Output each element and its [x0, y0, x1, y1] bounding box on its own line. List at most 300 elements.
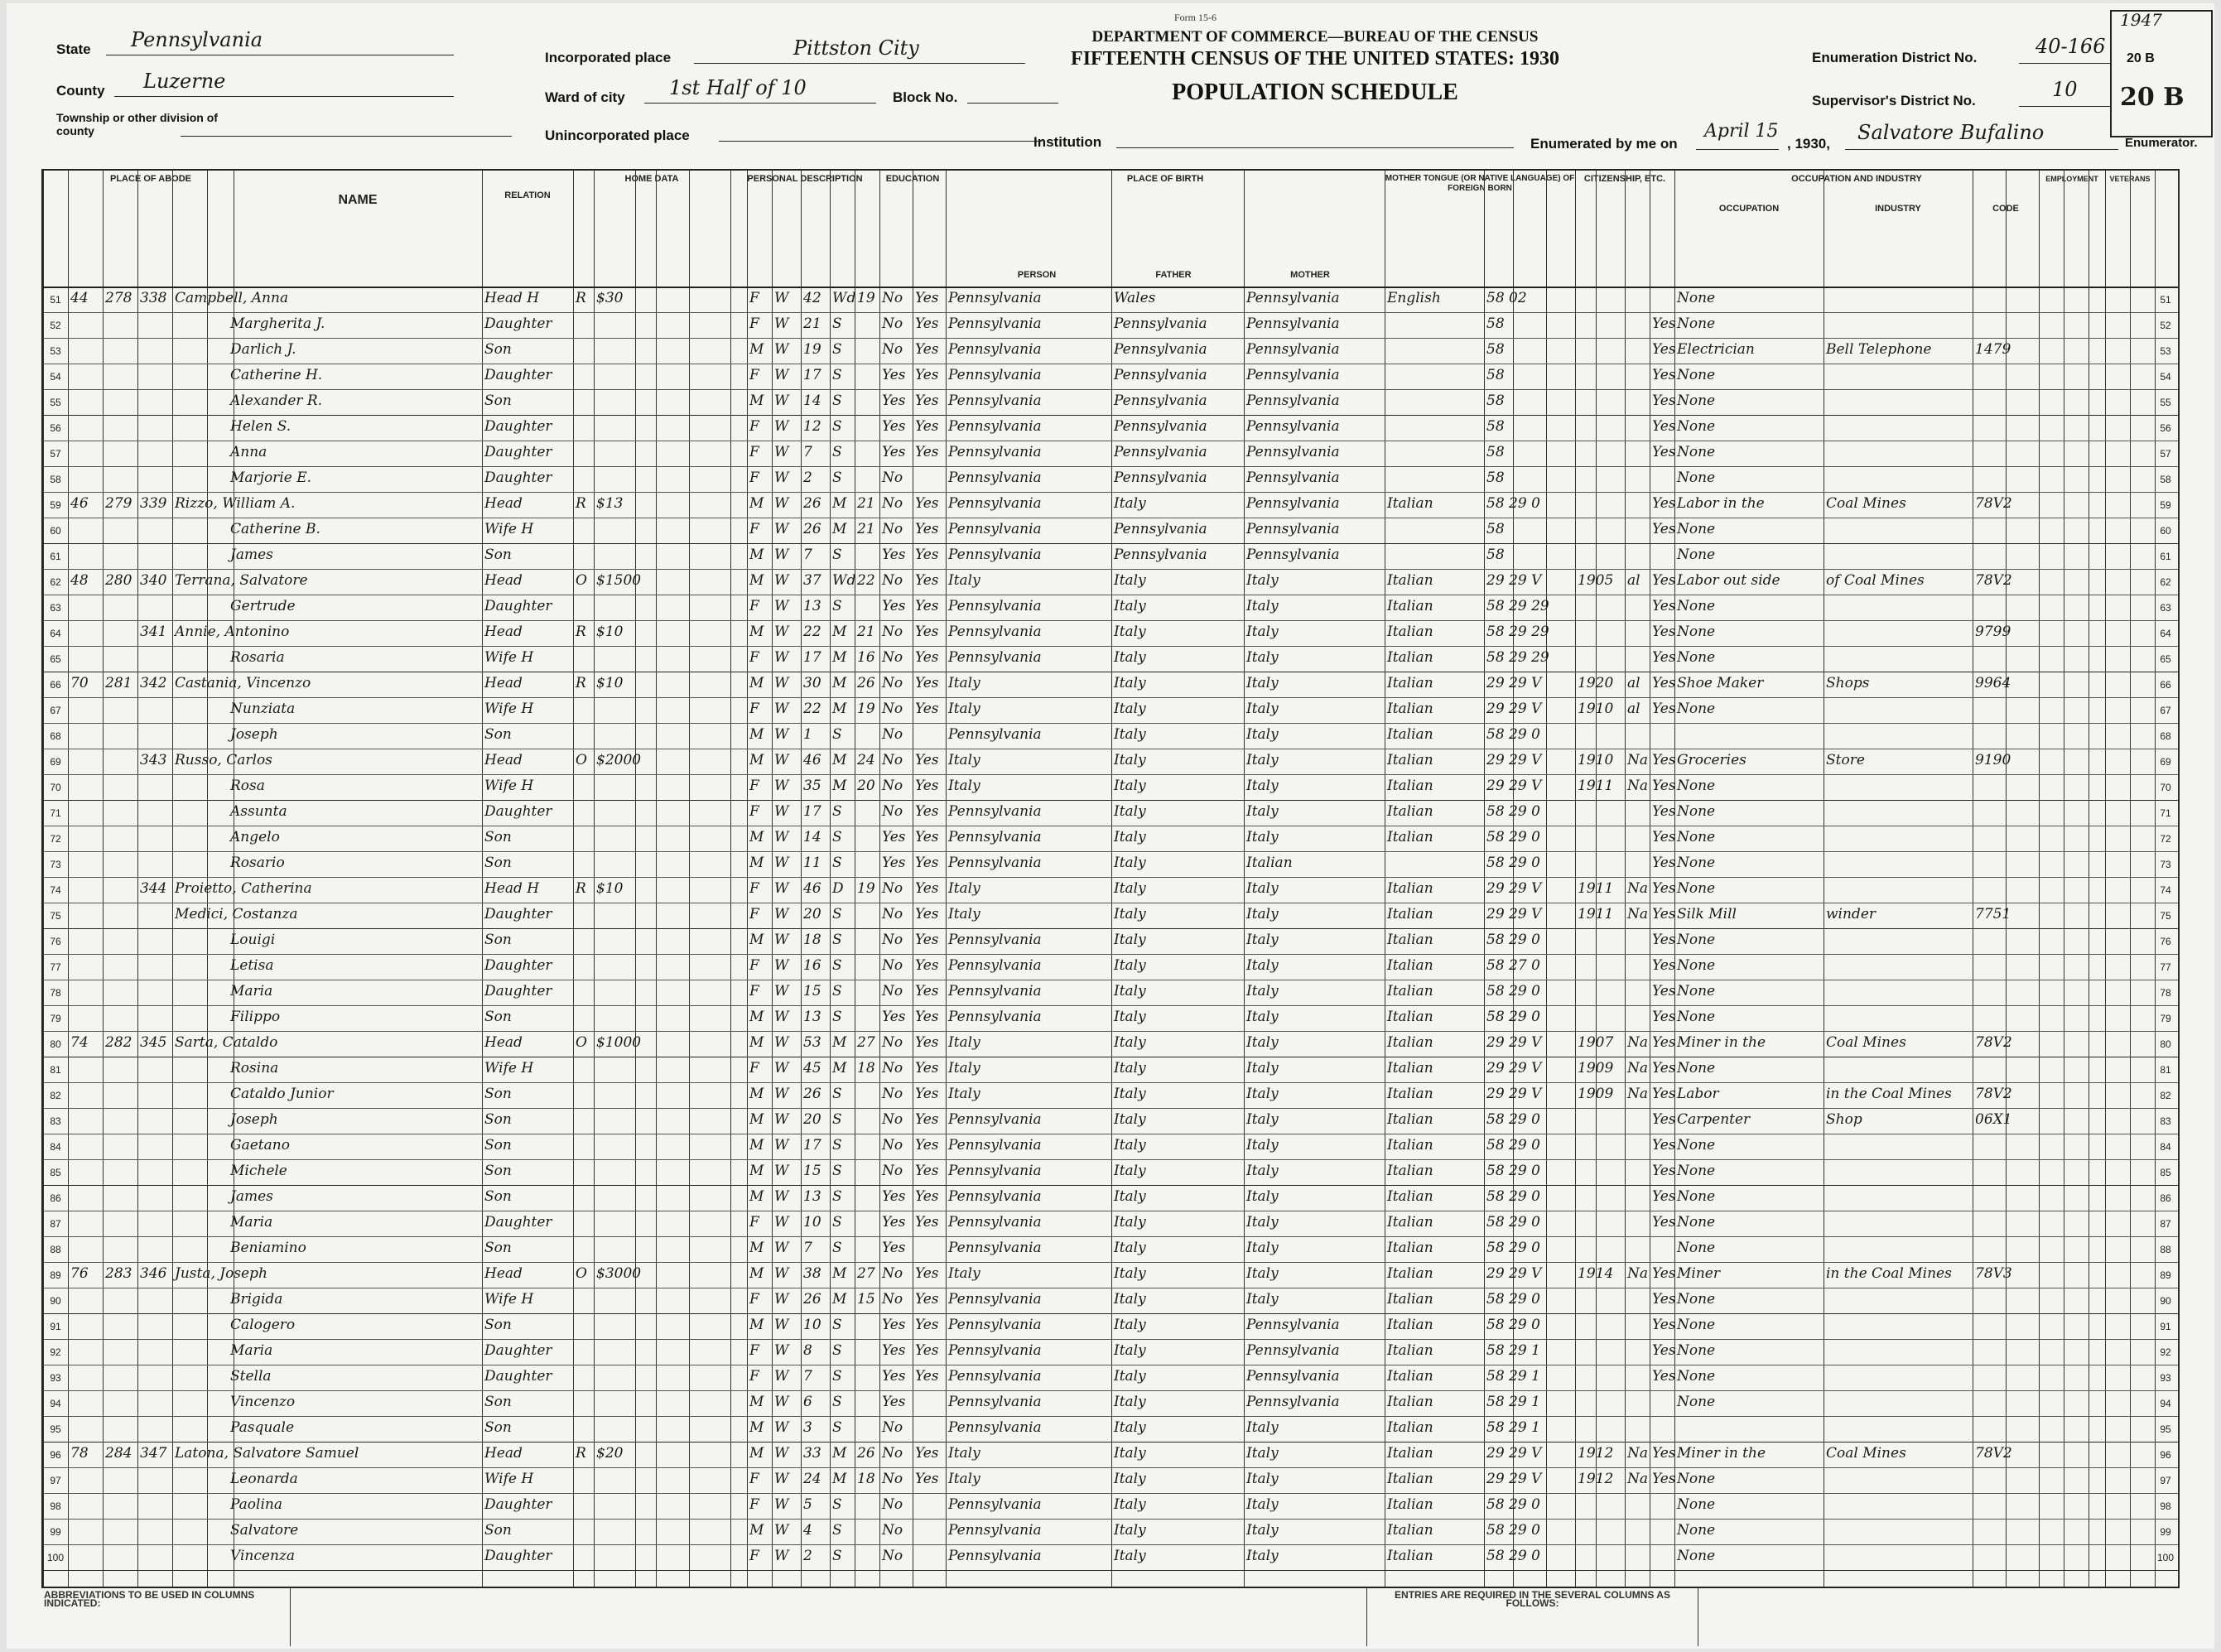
cell-read: Yes	[915, 649, 939, 666]
cell-code: 29 29 V	[1486, 701, 1542, 717]
cell-relation: Son	[484, 1240, 512, 1256]
cell-code: 29 29 V	[1486, 880, 1542, 897]
cell-father: Pennsylvania	[1114, 315, 1207, 332]
state-value: Pennsylvania	[131, 28, 263, 51]
cell-father: Italy	[1114, 1111, 1146, 1128]
cell-code: 58 29 0	[1486, 1522, 1540, 1539]
cell-code: 58 29 0	[1486, 1214, 1540, 1231]
cell-mother: Italy	[1246, 1163, 1279, 1179]
cell-family: 343	[140, 752, 167, 768]
cell-sex: F	[749, 367, 759, 383]
cell-occupation: None	[1677, 521, 1716, 537]
cell-father: Pennsylvania	[1114, 341, 1207, 358]
cell-family: 340	[140, 572, 167, 589]
cell-tongue: Italian	[1387, 778, 1433, 794]
cell-tongue: Italian	[1387, 880, 1433, 897]
cell-read: Yes	[915, 675, 939, 691]
cell-age: 13	[803, 1009, 821, 1025]
table-row	[43, 646, 2178, 672]
cell-occupation: None	[1677, 1163, 1716, 1179]
cell-relation: Son	[484, 855, 512, 871]
cell-race: W	[774, 1548, 789, 1564]
line-number: 95	[50, 1423, 61, 1435]
cell-first-marr: 21	[857, 624, 875, 640]
cell-sex: M	[749, 1317, 764, 1333]
cell-first-marr: 19	[857, 290, 875, 306]
cell-occupation: None	[1677, 444, 1716, 460]
cell-age: 26	[803, 495, 821, 512]
cell-sex: F	[749, 701, 759, 717]
cell-tenure: R	[576, 880, 586, 897]
cell-race: W	[774, 393, 789, 409]
cell-occ-code: 78V2	[1975, 495, 2012, 512]
cell-father: Italy	[1114, 1548, 1146, 1564]
cell-age: 33	[803, 1445, 821, 1462]
cell-dwelling: 281	[105, 675, 132, 691]
cell-race: W	[774, 752, 789, 768]
cell-code: 58	[1486, 547, 1505, 563]
cell-imm: 1920	[1578, 675, 1614, 691]
line-number: 77	[50, 961, 61, 973]
cell-birth: Italy	[948, 880, 980, 897]
cell-nat: Na	[1627, 1471, 1649, 1487]
cell-code: 58 02	[1486, 290, 1527, 306]
state-label: State	[56, 41, 91, 57]
cell-name: Russo, Carlos	[175, 752, 272, 768]
cell-read: Yes	[915, 521, 939, 537]
cell-relation: Son	[484, 829, 512, 845]
cell-birth: Pennsylvania	[948, 1111, 1042, 1128]
cell-marital: S	[832, 726, 842, 743]
cell-school: No	[882, 957, 903, 974]
cell-relation: Head	[484, 1265, 523, 1282]
line-number-right: 73	[2160, 859, 2171, 870]
cell-school: Yes	[882, 393, 906, 409]
cell-age: 7	[803, 444, 812, 460]
cell-tongue: Italian	[1387, 1240, 1433, 1256]
cell-age: 17	[803, 367, 821, 383]
cell-sex: M	[749, 1394, 764, 1410]
cell-english: Yes	[1652, 444, 1676, 460]
col-group-employment: EMPLOYMENT	[2045, 175, 2098, 183]
cell-birth: Pennsylvania	[948, 1496, 1042, 1513]
cell-relation: Son	[484, 932, 512, 948]
cell-mother: Italy	[1246, 957, 1279, 974]
cell-age: 3	[803, 1419, 812, 1436]
cell-sex: M	[749, 393, 764, 409]
line-number-right: 96	[2160, 1449, 2171, 1461]
cell-race: W	[774, 1317, 789, 1333]
cell-occ-code: 1479	[1975, 341, 2011, 358]
cell-relation: Head	[484, 675, 523, 691]
col-father: FATHER	[1155, 270, 1192, 280]
cell-age: 1	[803, 726, 812, 743]
line-number: 100	[46, 1552, 65, 1563]
line-number-right: 72	[2160, 833, 2171, 845]
cell-code: 58 29 0	[1486, 1548, 1540, 1564]
cell-first-marr: 18	[857, 1471, 875, 1487]
column-rule	[2178, 171, 2179, 1587]
cell-father: Italy	[1114, 1445, 1146, 1462]
cell-read: Yes	[915, 341, 939, 358]
cell-age: 53	[803, 1034, 821, 1051]
line-number: 82	[50, 1090, 61, 1101]
cell-relation: Wife H	[484, 649, 534, 666]
line-number-right: 76	[2160, 936, 2171, 947]
line-number: 66	[50, 679, 61, 691]
cell-age: 4	[803, 1522, 812, 1539]
cell-father: Italy	[1114, 1188, 1146, 1205]
cell-birth: Italy	[948, 572, 980, 589]
cell-sex: F	[749, 1471, 759, 1487]
line-number-right: 78	[2160, 987, 2171, 999]
line-number-right: 98	[2160, 1500, 2171, 1512]
cell-school: No	[882, 880, 903, 897]
cell-tongue: Italian	[1387, 649, 1433, 666]
cell-marital: S	[832, 470, 842, 486]
cell-english: Yes	[1652, 393, 1676, 409]
cell-tongue: Italian	[1387, 752, 1433, 768]
line-number-right: 69	[2160, 756, 2171, 768]
line-number: 72	[50, 833, 61, 845]
line-number: 67	[50, 705, 61, 716]
cell-imm: 1912	[1578, 1445, 1614, 1462]
cell-tenure: O	[576, 572, 587, 589]
cell-code: 58 27 0	[1486, 957, 1540, 974]
line-number: 51	[50, 294, 61, 306]
cell-dwelling: 282	[105, 1034, 132, 1051]
cell-age: 45	[803, 1060, 821, 1076]
table-row	[43, 1339, 2178, 1365]
cell-birth: Pennsylvania	[948, 957, 1042, 974]
cell-sex: M	[749, 1137, 764, 1154]
line-number: 52	[50, 320, 61, 331]
cell-name: Latona, Salvatore Samuel	[175, 1445, 359, 1462]
table-row	[43, 543, 2178, 569]
cell-house: 76	[70, 1265, 89, 1282]
cell-industry: Coal Mines	[1826, 1445, 1906, 1462]
cell-imm: 1912	[1578, 1471, 1614, 1487]
cell-sex: M	[749, 829, 764, 845]
cell-age: 10	[803, 1214, 821, 1231]
cell-relation: Son	[484, 1188, 512, 1205]
cell-relation: Daughter	[484, 983, 552, 999]
cell-father: Italy	[1114, 649, 1146, 666]
cell-mother: Italy	[1246, 675, 1279, 691]
cell-code: 58 29 0	[1486, 726, 1540, 743]
cell-marital: S	[832, 418, 842, 435]
cell-father: Italy	[1114, 1368, 1146, 1385]
cell-read: Yes	[915, 1034, 939, 1051]
cell-relation: Son	[484, 547, 512, 563]
table-row	[43, 1416, 2178, 1442]
cell-birth: Pennsylvania	[948, 829, 1042, 845]
cell-english: Yes	[1652, 803, 1676, 820]
cell-sex: F	[749, 315, 759, 332]
cell-age: 14	[803, 829, 821, 845]
sheet-number-box	[2110, 10, 2213, 137]
col-group-citizenship: CITIZENSHIP, ETC.	[1583, 174, 1666, 184]
table-row	[43, 1134, 2178, 1159]
cell-english: Yes	[1652, 855, 1676, 871]
cell-nat: Na	[1627, 1060, 1649, 1076]
cell-first-marr: 27	[857, 1034, 875, 1051]
cell-father: Italy	[1114, 1471, 1146, 1487]
cell-tongue: Italian	[1387, 1368, 1433, 1385]
cell-race: W	[774, 1419, 789, 1436]
line-number: 61	[50, 551, 61, 562]
cell-code: 58 29 0	[1486, 1137, 1540, 1154]
line-number-right: 85	[2160, 1167, 2171, 1178]
table-row	[43, 954, 2178, 980]
cell-father: Italy	[1114, 1394, 1146, 1410]
cell-relation: Wife H	[484, 1291, 534, 1308]
cell-race: W	[774, 1342, 789, 1359]
cell-read: Yes	[915, 778, 939, 794]
cell-english: Yes	[1652, 1137, 1676, 1154]
cell-relation: Head	[484, 572, 523, 589]
cell-school: No	[882, 983, 903, 999]
line-number: 54	[50, 371, 61, 383]
cell-race: W	[774, 1137, 789, 1154]
cell-father: Italy	[1114, 624, 1146, 640]
line-number-right: 71	[2160, 807, 2171, 819]
cell-mother: Pennsylvania	[1246, 418, 1340, 435]
cell-marital: S	[832, 1342, 842, 1359]
line-number-right: 79	[2160, 1013, 2171, 1024]
cell-occupation: None	[1677, 315, 1716, 332]
line-number-right: 53	[2160, 345, 2171, 357]
table-row	[43, 492, 2178, 518]
cell-birth: Italy	[948, 701, 980, 717]
cell-read: Yes	[915, 1163, 939, 1179]
cell-name: Joseph	[230, 726, 278, 743]
cell-school: No	[882, 803, 903, 820]
census-title: FIFTEENTH CENSUS OF THE UNITED STATES: 1930	[1071, 48, 1559, 70]
cell-tongue: Italian	[1387, 1009, 1433, 1025]
table-row	[43, 1236, 2178, 1262]
cell-occupation: None	[1677, 778, 1716, 794]
line-number-right: 84	[2160, 1141, 2171, 1153]
cell-tenure: R	[576, 624, 586, 640]
cell-age: 26	[803, 1291, 821, 1308]
cell-tongue: Italian	[1387, 598, 1433, 614]
cell-nat: Na	[1627, 752, 1649, 768]
cell-marital: M	[832, 1471, 847, 1487]
cell-tenure: R	[576, 290, 586, 306]
line-number-right: 57	[2160, 448, 2171, 460]
cell-father: Italy	[1114, 1496, 1146, 1513]
cell-father: Pennsylvania	[1114, 547, 1207, 563]
cell-imm: 1914	[1578, 1265, 1614, 1282]
unincorporated-label: Unincorporated place	[545, 128, 690, 143]
line-number: 86	[50, 1192, 61, 1204]
abbreviations-title: ABBREVIATIONS TO BE USED IN COLUMNS INDICATED:	[44, 1589, 255, 1609]
cell-tongue: Italian	[1387, 1471, 1433, 1487]
abbreviations-table	[290, 1588, 1366, 1646]
cell-marital: S	[832, 957, 842, 974]
cell-value: $20	[596, 1445, 624, 1462]
cell-read: Yes	[915, 1188, 939, 1205]
cell-family: 341	[140, 624, 167, 640]
census-sheet	[7, 3, 2214, 1649]
cell-sex: M	[749, 1009, 764, 1025]
cell-tongue: Italian	[1387, 983, 1433, 999]
cell-code: 58 29 0	[1486, 1291, 1540, 1308]
cell-father: Italy	[1114, 778, 1146, 794]
cell-tongue: Italian	[1387, 1394, 1433, 1410]
cell-occupation: None	[1677, 1548, 1716, 1564]
cell-name: Rosario	[230, 855, 285, 871]
cell-name: Stella	[230, 1368, 272, 1385]
cell-code: 58	[1486, 470, 1505, 486]
cell-marital: Wd	[832, 572, 856, 589]
cell-marital: S	[832, 341, 842, 358]
cell-code: 58	[1486, 315, 1505, 332]
cell-father: Italy	[1114, 1086, 1146, 1102]
cell-english: Yes	[1652, 957, 1676, 974]
cell-relation: Daughter	[484, 1548, 552, 1564]
cell-birth: Pennsylvania	[948, 649, 1042, 666]
cell-name: Helen S.	[230, 418, 291, 435]
cell-dwelling: 283	[105, 1265, 132, 1282]
county-value: Luzerne	[143, 70, 226, 93]
cell-imm: 1911	[1578, 778, 1614, 794]
cell-race: W	[774, 957, 789, 974]
cell-marital: S	[832, 1137, 842, 1154]
cell-marital: S	[832, 315, 842, 332]
cell-race: W	[774, 1163, 789, 1179]
cell-birth: Pennsylvania	[948, 1548, 1042, 1564]
line-number: 57	[50, 448, 61, 460]
cell-name: Justa, Joseph	[175, 1265, 267, 1282]
cell-read: Yes	[915, 290, 939, 306]
col-group-abode: PLACE OF ABODE	[110, 174, 191, 184]
cell-father: Italy	[1114, 829, 1146, 845]
cell-marital: M	[832, 1445, 847, 1462]
cell-read: Yes	[915, 701, 939, 717]
enumerated-label: Enumerated by me on	[1530, 136, 1678, 152]
table-row	[43, 1159, 2178, 1185]
cell-school: No	[882, 1060, 903, 1076]
cell-school: Yes	[882, 1368, 906, 1385]
line-number: 84	[50, 1141, 61, 1153]
cell-sex: F	[749, 649, 759, 666]
cell-mother: Pennsylvania	[1246, 444, 1340, 460]
cell-mother: Italy	[1246, 649, 1279, 666]
table-row	[43, 980, 2178, 1005]
cell-sex: M	[749, 1445, 764, 1462]
cell-occupation: None	[1677, 393, 1716, 409]
cell-marital: S	[832, 1419, 842, 1436]
cell-occupation: None	[1677, 1060, 1716, 1076]
line-number-right: 58	[2160, 474, 2171, 485]
cell-occ-code: 9799	[1975, 624, 2011, 640]
cell-school: Yes	[882, 598, 906, 614]
cell-read: Yes	[915, 957, 939, 974]
cell-relation: Head	[484, 752, 523, 768]
cell-code: 29 29 V	[1486, 1265, 1542, 1282]
cell-family: 347	[140, 1445, 167, 1462]
cell-father: Italy	[1114, 701, 1146, 717]
cell-occupation: Labor	[1677, 1086, 1719, 1102]
cell-age: 10	[803, 1317, 821, 1333]
cell-sex: M	[749, 624, 764, 640]
table-row	[43, 466, 2178, 492]
cell-industry: Shops	[1826, 675, 1870, 691]
entries-title: ENTRIES ARE REQUIRED IN THE SEVERAL COLUMNS AS FOLLOWS:	[1366, 1588, 1698, 1646]
cell-first-marr: 16	[857, 649, 875, 666]
cell-english: Yes	[1652, 778, 1676, 794]
cell-father: Italy	[1114, 726, 1146, 743]
cell-birth: Pennsylvania	[948, 1188, 1042, 1205]
cell-first-marr: 19	[857, 701, 875, 717]
cell-name: Catherine B.	[230, 521, 320, 537]
cell-birth: Pennsylvania	[948, 521, 1042, 537]
cell-name: Vincenzo	[230, 1394, 296, 1410]
cell-english: Yes	[1652, 1265, 1676, 1282]
cell-code: 58 29 0	[1486, 1240, 1540, 1256]
cell-occupation: None	[1677, 1317, 1716, 1333]
cell-mother: Italy	[1246, 1214, 1279, 1231]
cell-age: 13	[803, 1188, 821, 1205]
line-number-right: 63	[2160, 602, 2171, 614]
cell-name: James	[230, 547, 273, 563]
cell-relation: Daughter	[484, 957, 552, 974]
incorporated-label: Incorporated place	[545, 50, 672, 65]
cell-age: 12	[803, 418, 821, 435]
cell-race: W	[774, 649, 789, 666]
cell-relation: Daughter	[484, 367, 552, 383]
cell-occupation: Electrician	[1677, 341, 1755, 358]
cell-read: Yes	[915, 444, 939, 460]
cell-birth: Pennsylvania	[948, 598, 1042, 614]
cell-school: No	[882, 932, 903, 948]
cell-father: Pennsylvania	[1114, 367, 1207, 383]
cell-code: 58 29 0	[1486, 1009, 1540, 1025]
cell-school: No	[882, 1471, 903, 1487]
cell-race: W	[774, 598, 789, 614]
cell-father: Pennsylvania	[1114, 418, 1207, 435]
cell-birth: Pennsylvania	[948, 1291, 1042, 1308]
cell-school: Yes	[882, 1317, 906, 1333]
cell-father: Italy	[1114, 495, 1146, 512]
cell-birth: Italy	[948, 752, 980, 768]
line-number: 92	[50, 1346, 61, 1358]
cell-sex: M	[749, 1240, 764, 1256]
cell-mother: Italy	[1246, 1060, 1279, 1076]
cell-sex: F	[749, 444, 759, 460]
table-row	[43, 312, 2178, 338]
cell-father: Italy	[1114, 572, 1146, 589]
cell-sex: F	[749, 1548, 759, 1564]
cell-name: Anna	[230, 444, 267, 460]
cell-mother: Italy	[1246, 1034, 1279, 1051]
cell-sex: F	[749, 778, 759, 794]
cell-tenure: O	[576, 752, 587, 768]
line-number: 78	[50, 987, 61, 999]
cell-race: W	[774, 1445, 789, 1462]
cell-code: 29 29 V	[1486, 572, 1542, 589]
cell-occ-code: 78V3	[1975, 1265, 2012, 1282]
cell-tongue: Italian	[1387, 829, 1433, 845]
cell-school: No	[882, 1265, 903, 1282]
cell-occupation: None	[1677, 598, 1716, 614]
cell-read: Yes	[915, 495, 939, 512]
cell-marital: M	[832, 521, 847, 537]
line-number: 74	[50, 884, 61, 896]
cell-industry: of Coal Mines	[1826, 572, 1925, 589]
